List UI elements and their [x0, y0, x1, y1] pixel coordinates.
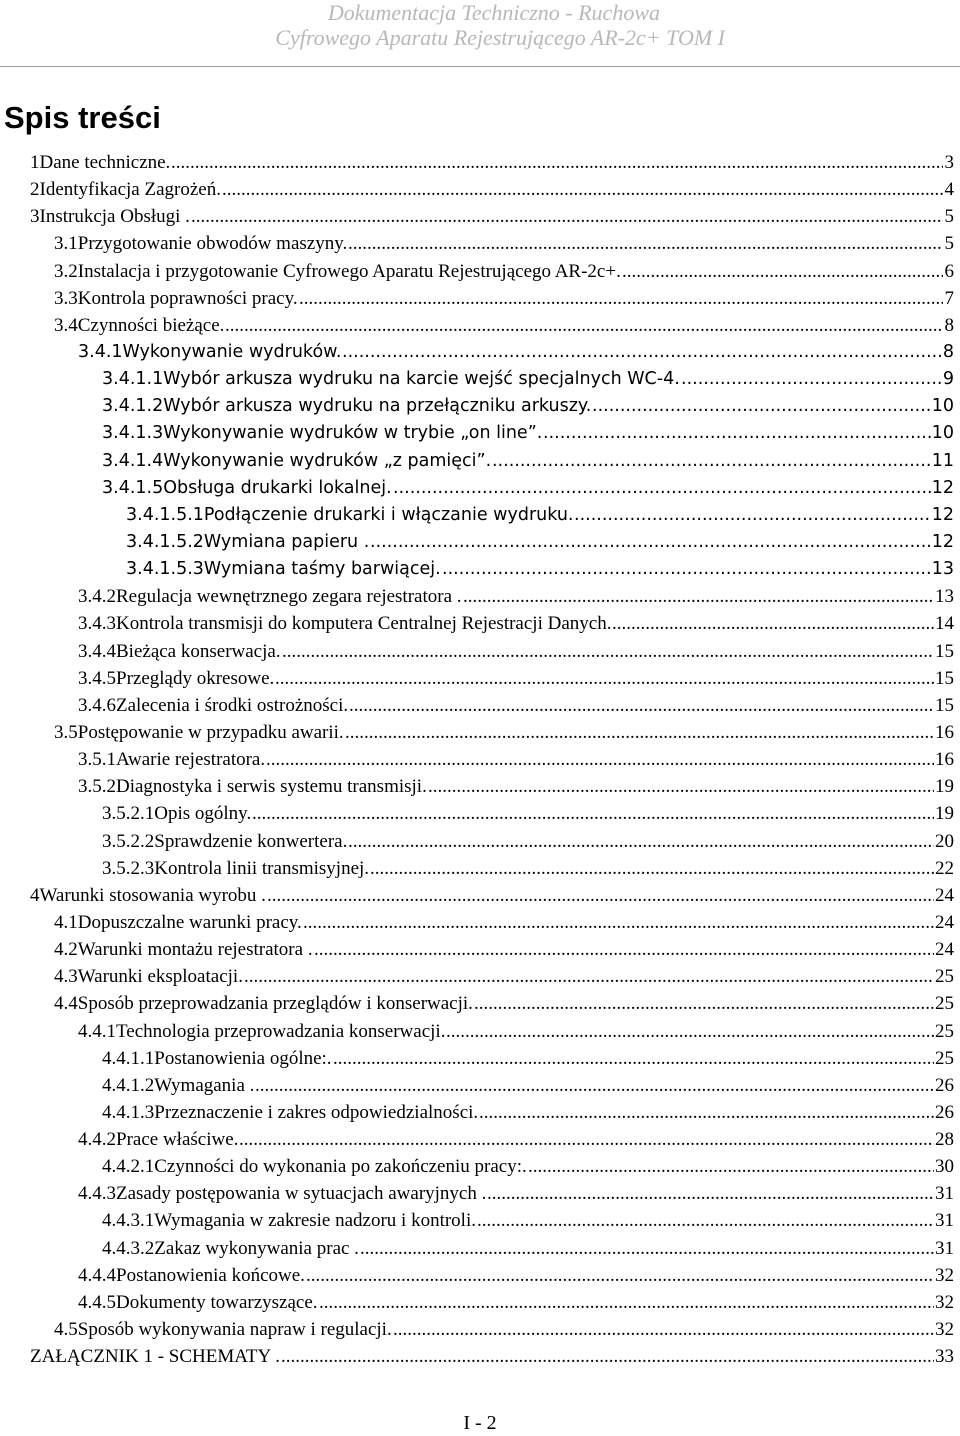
- toc-dot-leader: [348, 230, 943, 257]
- toc-entry-page: 30: [934, 1153, 954, 1180]
- toc-entry-label: 4.4.3.1Wymagania w zakresie nadzoru i kontroli.: [102, 1207, 477, 1234]
- toc-dot-leader: [348, 828, 934, 855]
- toc-entry-page: 24: [934, 909, 954, 936]
- toc-entry-label: 4.2Warunki montażu rejestratora .: [54, 936, 314, 963]
- toc-entry-label: 3.4.4Bieżąca konserwacja.: [78, 638, 282, 665]
- toc-entry-label: 4Warunki stosowania wyrobu .: [30, 882, 267, 909]
- toc-dot-leader: [239, 1126, 934, 1153]
- toc-dot-leader: [477, 1207, 934, 1234]
- toc-entry-label: 4.4.2Prace właściwe.: [78, 1126, 239, 1153]
- toc-entry-page: 10: [931, 420, 954, 447]
- toc-entry[interactable]: [0, 339, 960, 366]
- toc-dot-leader: [393, 475, 931, 502]
- toc-entry[interactable]: [0, 230, 960, 257]
- toc-dot-leader: [252, 800, 934, 827]
- toc-dot-leader: [442, 556, 931, 583]
- header-divider: [0, 66, 960, 67]
- toc-dot-leader: [349, 692, 934, 719]
- toc-entry[interactable]: [0, 285, 960, 312]
- toc-dot-leader: [342, 339, 942, 366]
- toc-entry-label: 3.4.6Zalecenia i środki ostrożności.: [78, 692, 349, 719]
- toc-entry[interactable]: [0, 258, 960, 285]
- toc-entry-label: 4.4.3.2Zakaz wykonywania prac .: [102, 1235, 360, 1262]
- toc-dot-leader: [222, 176, 943, 203]
- toc-dot-leader: [528, 1153, 934, 1180]
- toc-entry-page: 19: [934, 773, 954, 800]
- toc-entry-page: 15: [934, 638, 954, 665]
- toc-entry-page: 25: [934, 990, 954, 1017]
- toc-entry[interactable]: [0, 800, 960, 827]
- toc-entry[interactable]: [0, 149, 960, 176]
- toc-dot-leader: [303, 909, 934, 936]
- toc-entry[interactable]: [0, 855, 960, 882]
- toc-entry-label: 3.4.2Regulacja wewnętrznego zegara rejestratora .: [78, 583, 463, 610]
- toc-entry-label: 4.4.1Technologia przeprowadzania konserwacji.: [78, 1018, 446, 1045]
- toc-entry-label: 4.4.3Zasady postępowania w sytuacjach awaryjnych .: [78, 1180, 487, 1207]
- toc-entry-label: 3.5.2Diagnostyka i serwis systemu transmisji.: [78, 773, 428, 800]
- toc-entry-page: 31: [934, 1180, 954, 1207]
- toc-entry[interactable]: [0, 393, 960, 420]
- toc-entry-label: 3.4.1.5.1Podłączenie drukarki i włączanie wydruku.: [126, 502, 574, 529]
- toc-entry-label: 3Instrukcja Obsługi .: [30, 203, 191, 230]
- toc-entry-page: 8: [942, 339, 954, 366]
- toc-dot-leader: [314, 936, 934, 963]
- toc-entry-page: 12: [931, 475, 954, 502]
- toc-dot-leader: [345, 719, 934, 746]
- toc-entry-label: 4.4.4Postanowienia końcowe.: [78, 1262, 306, 1289]
- toc-entry-label: 3.2Instalacja i przygotowanie Cyfrowego Aparatu Rejestrującego AR-2c+.: [54, 258, 622, 285]
- toc-entry-label: 1Dane techniczne.: [30, 149, 171, 176]
- toc-entry-page: 5: [944, 230, 955, 257]
- toc-title: Spis treści: [4, 100, 161, 135]
- toc-entry-label: 3.5.2.2Sprawdzenie konwertera.: [102, 828, 348, 855]
- toc-entry-label: 3.5.2.3Kontrola linii transmisyjnej.: [102, 855, 370, 882]
- toc-dot-leader: [333, 1045, 934, 1072]
- toc-entry[interactable]: [0, 1316, 960, 1343]
- toc-entry-label: 3.4.1.5Obsługa drukarki lokalnej.: [102, 475, 393, 502]
- toc-entry-page: 24: [934, 936, 954, 963]
- toc-entry-label: 3.4.1.2Wybór arkusza wydruku na przełączniku arkuszy.: [102, 393, 592, 420]
- toc-entry-page: 15: [934, 692, 954, 719]
- toc-entry-label: 4.4.1.3Przeznaczenie i zakres odpowiedzialności.: [102, 1099, 479, 1126]
- toc-entry-label: 3.4.3Kontrola transmisji do komputera Centralnej Rejestracji Danych.: [78, 610, 612, 637]
- toc-entry[interactable]: [0, 475, 960, 502]
- toc-entry[interactable]: [0, 1126, 960, 1153]
- toc-entry-page: 8: [944, 312, 955, 339]
- toc-entry-page: 31: [934, 1235, 954, 1262]
- toc-entry[interactable]: [0, 529, 960, 556]
- toc-dot-leader: [543, 420, 931, 447]
- toc-dot-leader: [622, 258, 943, 285]
- toc-dot-leader: [267, 882, 934, 909]
- toc-entry-label: 3.5.2.1Opis ogólny.: [102, 800, 252, 827]
- toc-dot-leader: [487, 1180, 934, 1207]
- toc-entry-page: 13: [934, 583, 954, 610]
- toc-entry-page: 28: [934, 1126, 954, 1153]
- toc-entry[interactable]: [0, 610, 960, 637]
- toc-dot-leader: [574, 502, 931, 529]
- toc-entry[interactable]: [0, 990, 960, 1017]
- toc-entry-page: 26: [934, 1072, 954, 1099]
- header-device-title: Cyfrowego Aparatu Rejestrującego AR-2c+ TOM I: [275, 25, 725, 50]
- toc-entry-page: 10: [931, 393, 954, 420]
- toc-dot-leader: [319, 1289, 934, 1316]
- toc-entry[interactable]: [0, 1153, 960, 1180]
- toc-entry-page: 32: [934, 1262, 954, 1289]
- toc-entry-page: 32: [934, 1316, 954, 1343]
- toc-entry[interactable]: [0, 665, 960, 692]
- toc-dot-leader: [244, 963, 934, 990]
- toc-entry[interactable]: [0, 936, 960, 963]
- toc-entry-label: 4.4.5Dokumenty towarzyszące.: [78, 1289, 319, 1316]
- toc-entry-page: 15: [934, 665, 954, 692]
- toc-dot-leader: [370, 529, 931, 556]
- toc-dot-leader: [225, 312, 943, 339]
- toc-entry-page: 25: [934, 1018, 954, 1045]
- toc-entry-page: 25: [934, 1045, 954, 1072]
- toc-entry-label: 3.4.1.5.2Wymiana papieru .: [126, 529, 370, 556]
- toc-dot-leader: [281, 1343, 934, 1370]
- toc-entry[interactable]: [0, 882, 960, 909]
- toc-entry-page: 33: [934, 1343, 954, 1370]
- toc-entry-page: 22: [934, 855, 954, 882]
- toc-entry-label: 3.4Czynności bieżące.: [54, 312, 225, 339]
- toc-entry[interactable]: [0, 448, 960, 475]
- toc-entry-page: 7: [944, 285, 955, 312]
- header-document-title: Dokumentacja Techniczno - Ruchowa: [327, 0, 660, 25]
- toc-entry[interactable]: [0, 746, 960, 773]
- toc-entry-label: 3.4.5Przeglądy okresowe.: [78, 665, 275, 692]
- toc-dot-leader: [681, 366, 942, 393]
- toc-entry[interactable]: [0, 1289, 960, 1316]
- toc-entry-page: 19: [934, 800, 954, 827]
- toc-dot-leader: [463, 583, 934, 610]
- toc-entry[interactable]: [0, 638, 960, 665]
- toc-entry[interactable]: [0, 1262, 960, 1289]
- toc-dot-leader: [592, 393, 931, 420]
- toc-dot-leader: [299, 285, 943, 312]
- toc-entry-page: 26: [934, 1099, 954, 1126]
- toc-entry-label: 4.4Sposób przeprowadzania przeglądów i konserwacji.: [54, 990, 474, 1017]
- toc-dot-leader: [275, 665, 934, 692]
- toc-entry-label: 4.4.1.1Postanowienia ogólne:.: [102, 1045, 333, 1072]
- toc-dot-leader: [360, 1235, 934, 1262]
- toc-entry[interactable]: [0, 1207, 960, 1234]
- toc-dot-leader: [612, 610, 934, 637]
- toc-entry[interactable]: [0, 1235, 960, 1262]
- toc-entry-label: 3.4.1.1Wybór arkusza wydruku na karcie wejść specjalnych WC-4.: [102, 366, 681, 393]
- toc-entry-label: ZAŁĄCZNIK 1 - SCHEMATY .: [30, 1343, 281, 1370]
- toc-entry-page: 31: [934, 1207, 954, 1234]
- toc-entry-page: 20: [934, 828, 954, 855]
- toc-dot-leader: [282, 638, 934, 665]
- toc-entry-page: 16: [934, 719, 954, 746]
- toc-entry-label: 3.5.1Awarie rejestratora.: [78, 746, 266, 773]
- toc-entry[interactable]: [0, 1099, 960, 1126]
- toc-entry-page: 32: [934, 1289, 954, 1316]
- toc-entry-page: 12: [931, 529, 954, 556]
- toc-entry[interactable]: [0, 1045, 960, 1072]
- toc-dot-leader: [428, 773, 934, 800]
- toc-entry[interactable]: [0, 828, 960, 855]
- page-number: I - 2: [463, 1412, 497, 1434]
- toc-entry-label: 3.4.1.4Wykonywanie wydruków „z pamięci”.: [102, 448, 492, 475]
- toc-dot-leader: [446, 1018, 934, 1045]
- toc-entry[interactable]: [0, 420, 960, 447]
- toc-entry[interactable]: [0, 366, 960, 393]
- toc-entry-label: 4.3Warunki eksploatacji.: [54, 963, 244, 990]
- toc-entry[interactable]: [0, 312, 960, 339]
- table-of-contents: [0, 149, 960, 1370]
- toc-dot-leader: [171, 149, 943, 176]
- toc-entry-label: 4.4.1.2Wymagania .: [102, 1072, 255, 1099]
- toc-entry-page: 16: [934, 746, 954, 773]
- toc-entry[interactable]: [0, 203, 960, 230]
- toc-entry-page: 9: [942, 366, 954, 393]
- toc-entry-label: 4.4.2.1Czynności do wykonania po zakończeniu pracy:.: [102, 1153, 528, 1180]
- toc-dot-leader: [306, 1262, 934, 1289]
- toc-dot-leader: [266, 746, 934, 773]
- toc-entry-page: 14: [934, 610, 954, 637]
- toc-dot-leader: [492, 448, 931, 475]
- toc-entry[interactable]: [0, 176, 960, 203]
- toc-entry-page: 12: [931, 502, 954, 529]
- toc-entry-label: 3.4.1.5.3Wymiana taśmy barwiącej.: [126, 556, 442, 583]
- toc-entry[interactable]: [0, 1018, 960, 1045]
- toc-entry[interactable]: [0, 1180, 960, 1207]
- toc-entry-label: 3.4.1Wykonywanie wydruków.: [78, 339, 342, 366]
- toc-entry-label: 3.4.1.3Wykonywanie wydruków w trybie „on line”.: [102, 420, 543, 447]
- toc-entry-page: 5: [944, 203, 955, 230]
- toc-dot-leader: [474, 990, 934, 1017]
- toc-entry-label: 4.5Sposób wykonywania napraw i regulacji.: [54, 1316, 393, 1343]
- toc-entry[interactable]: [0, 963, 960, 990]
- toc-dot-leader: [370, 855, 934, 882]
- toc-dot-leader: [479, 1099, 934, 1126]
- toc-dot-leader: [191, 203, 943, 230]
- toc-entry[interactable]: [0, 692, 960, 719]
- toc-entry[interactable]: [0, 773, 960, 800]
- toc-entry-page: 11: [931, 448, 954, 475]
- toc-entry[interactable]: [0, 556, 960, 583]
- toc-entry-page: 4: [944, 176, 955, 203]
- toc-entry-label: 4.1Dopuszczalne warunki pracy.: [54, 909, 303, 936]
- toc-entry-label: 2Identyfikacja Zagrożeń.: [30, 176, 222, 203]
- toc-dot-leader: [255, 1072, 934, 1099]
- toc-entry[interactable]: [0, 502, 960, 529]
- toc-entry[interactable]: [0, 1343, 960, 1370]
- toc-entry-page: 25: [934, 963, 954, 990]
- toc-entry-label: 3.5Postępowanie w przypadku awarii.: [54, 719, 345, 746]
- toc-entry[interactable]: [0, 719, 960, 746]
- toc-entry-page: 6: [944, 258, 955, 285]
- toc-entry-label: 3.1Przygotowanie obwodów maszyny.: [54, 230, 348, 257]
- toc-entry-page: 24: [934, 882, 954, 909]
- toc-dot-leader: [393, 1316, 934, 1343]
- toc-entry[interactable]: [0, 1072, 960, 1099]
- toc-entry-page: 3: [944, 149, 955, 176]
- toc-entry[interactable]: [0, 583, 960, 610]
- toc-entry[interactable]: [0, 909, 960, 936]
- toc-entry-page: 13: [931, 556, 954, 583]
- toc-entry-label: 3.3Kontrola poprawności pracy.: [54, 285, 299, 312]
